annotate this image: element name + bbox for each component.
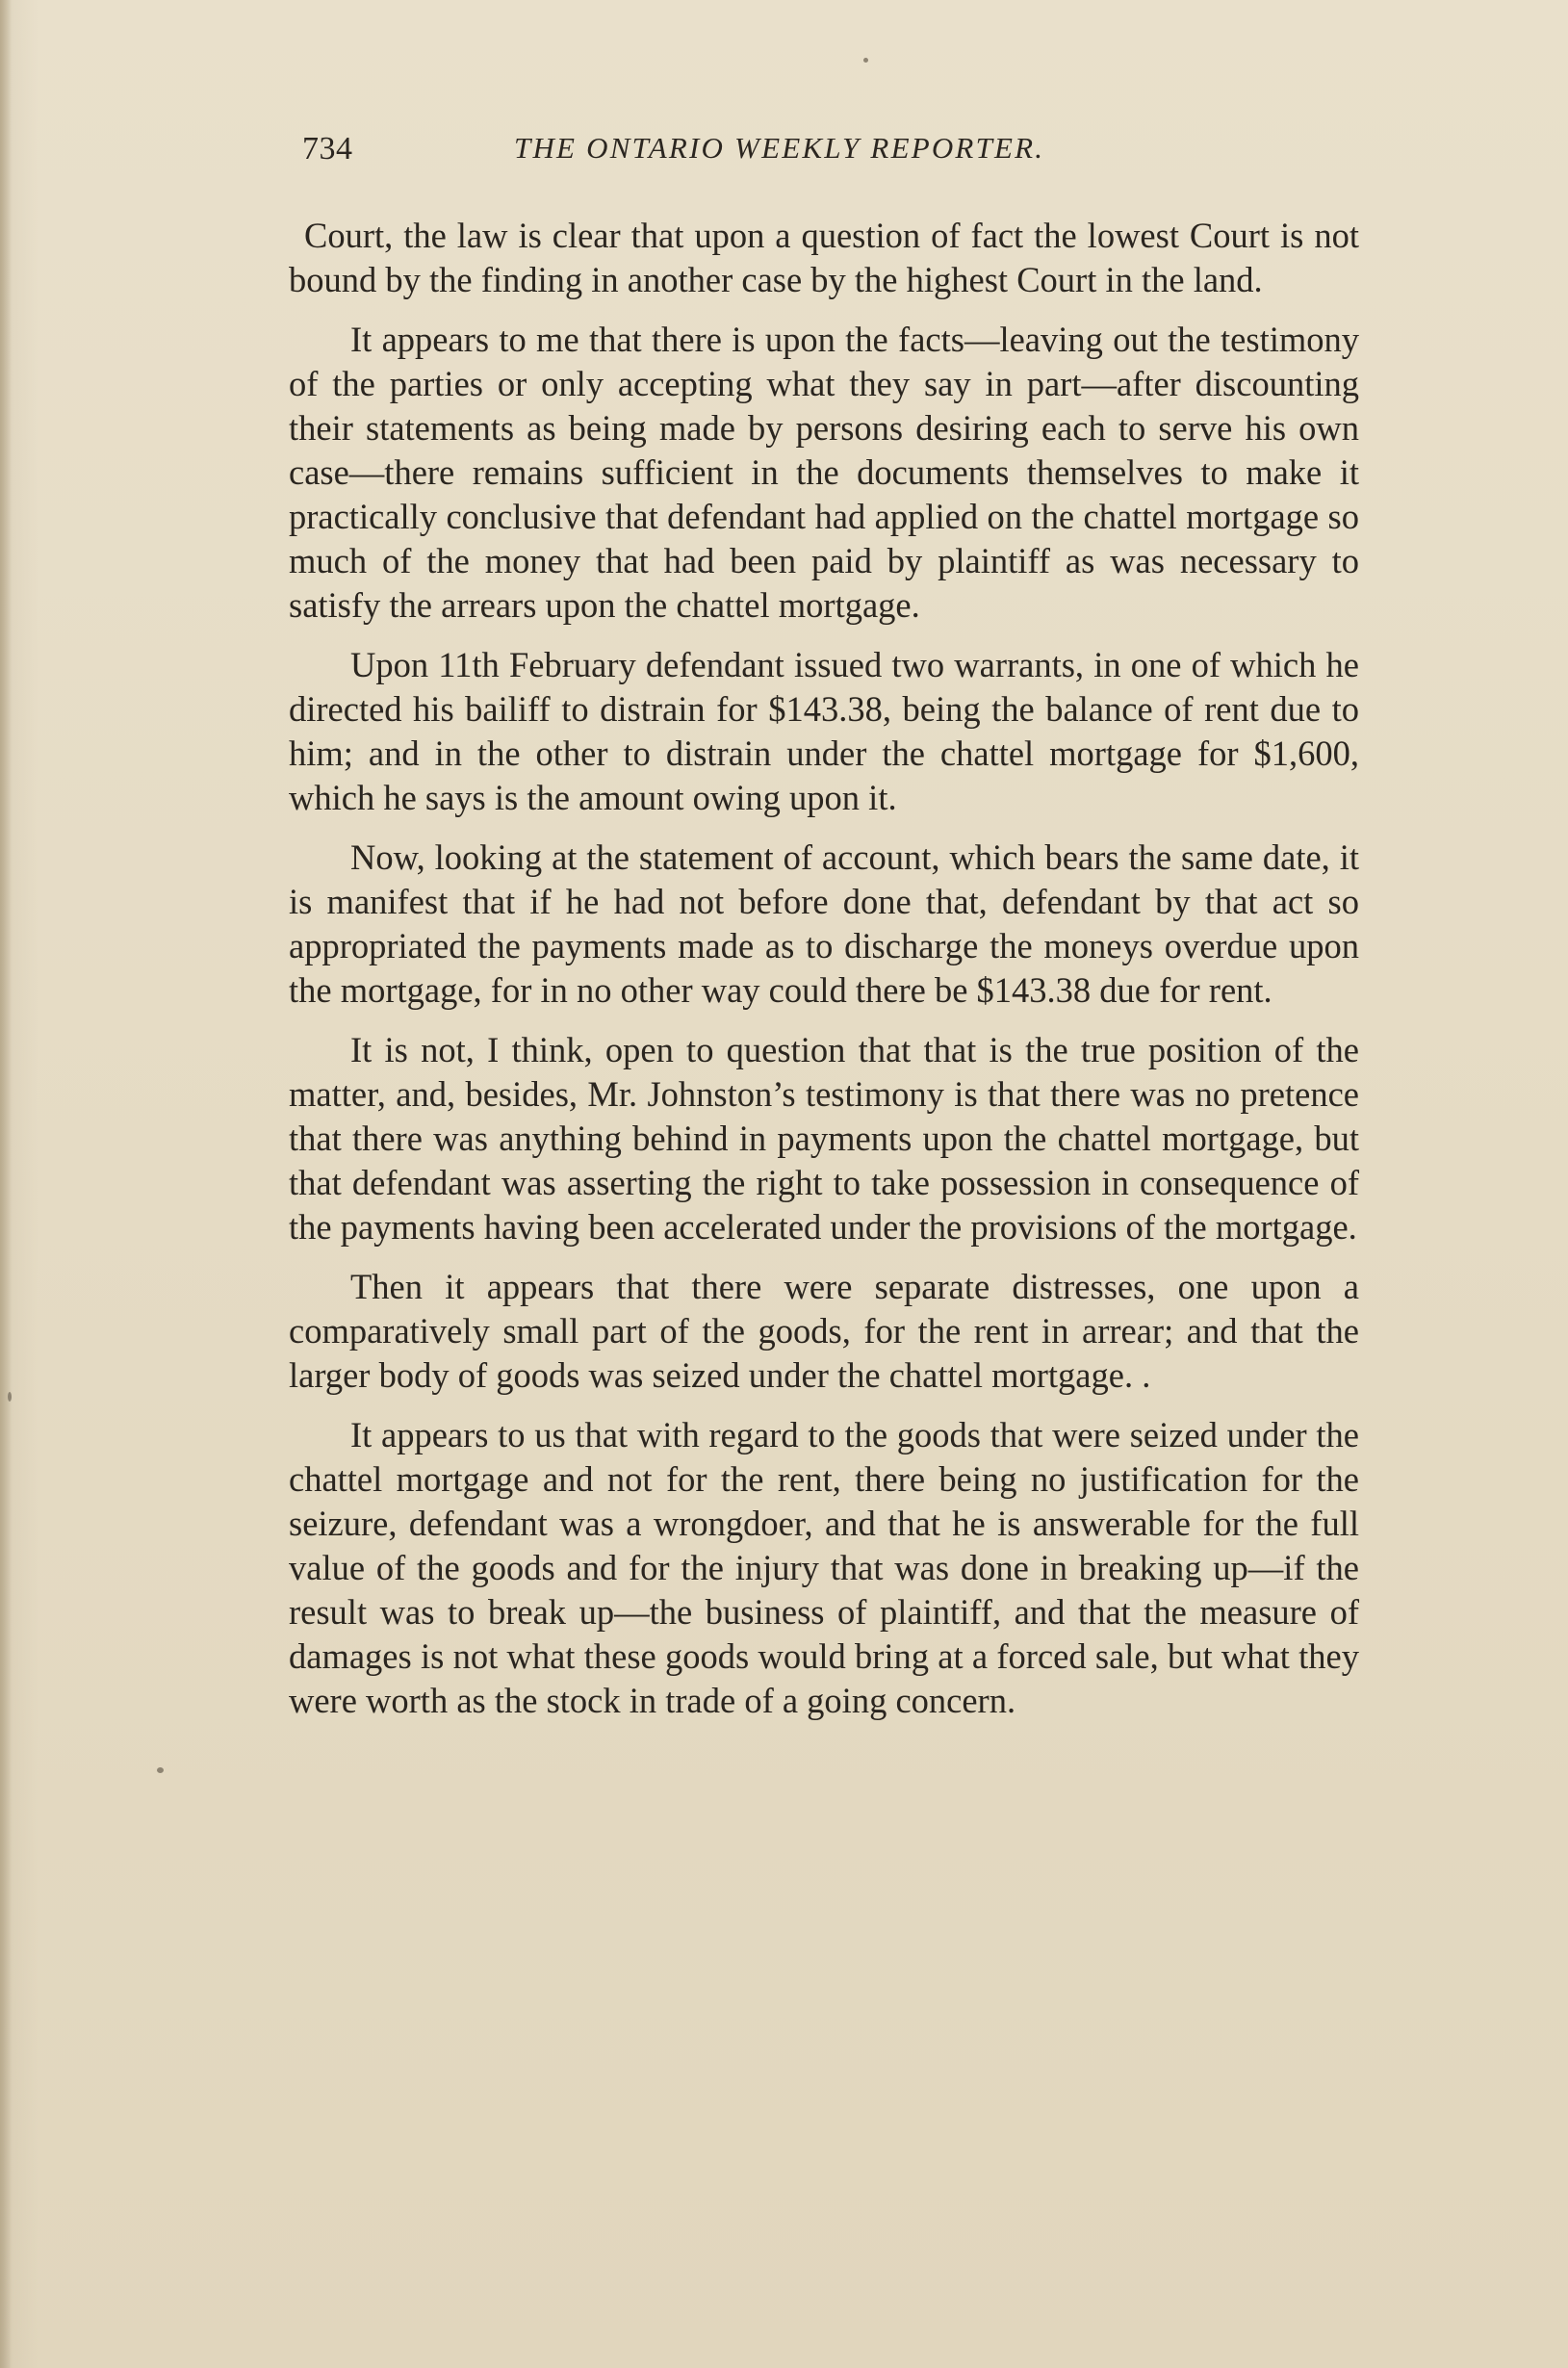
paragraph: It is not, I think, open to question that that is the true position of the matter, and, besides, Mr. Johnston’s testimony is that there was no pretence that there was anything behind in payments upon the chattel mortgage, but that defendant was asserting the right to take possession in consequence of the payments having been accelerated under the provisions of the mortgage. <box>289 1030 1359 1247</box>
paragraph: It appears to me that there is upon the facts—leaving out the testimony of the parties or only accepting what they say in part—after discounting their statements as being made by persons desiring each to serve his own case—there remains sufficient in the documents themselves to make it practically conclusive that defendant had applied on the chattel mortgage so much of the money that had been paid by plaintiff as was necessary to satisfy the arrears upon the chattel mortgage. <box>289 320 1359 625</box>
paper-speck <box>157 1767 164 1773</box>
paragraph: Then it appears that there were separate distresses, one upon a comparatively small part of the goods, for the rent in arrear; and that the larger body of goods was seized under the chattel mortgage. . <box>289 1267 1359 1395</box>
paragraph: Now, looking at the statement of account, which bears the same date, it is manifest that if he had not before done that, defendant by that act so appropriated the payments made as to discharge the moneys overdue upon the mortgage, for in no other way could there be $143.38 due for rent. <box>289 837 1359 1010</box>
paper-speck <box>8 1392 12 1402</box>
body-text <box>289 214 1359 1738</box>
paragraph: Upon 11th February defendant issued two warrants, in one of which he directed his bailiff to distrain for $143.38, being the balance of rent due to him; and in the other to distrain under the chattel mortgage for $1,600, which he says is the amount owing upon it. <box>289 645 1359 817</box>
paragraph: Court, the law is clear that upon a question of fact the lowest Court is not bound by the finding in another case by the highest Court in the land. <box>289 216 1359 299</box>
paper-speck <box>863 58 868 63</box>
gutter-shadow <box>0 0 12 2368</box>
page-header <box>302 131 1361 179</box>
page-number: 734 <box>302 131 353 167</box>
running-head: THE ONTARIO WEEKLY REPORTER. <box>514 131 1045 165</box>
paragraph: It appears to us that with regard to the goods that were seized under the chattel mortgage and not for the rent, there being no justification for the seizure, defendant was a wrongdoer, and that he is answerable for the full value of the goods and for the injury that was done in breaking up—if the result was to break up—the business of plaintiff, and that the measure of damages is not what these goods would bring at a forced sale, but what they were worth as the stock in trade of a going concern. <box>289 1415 1359 1720</box>
